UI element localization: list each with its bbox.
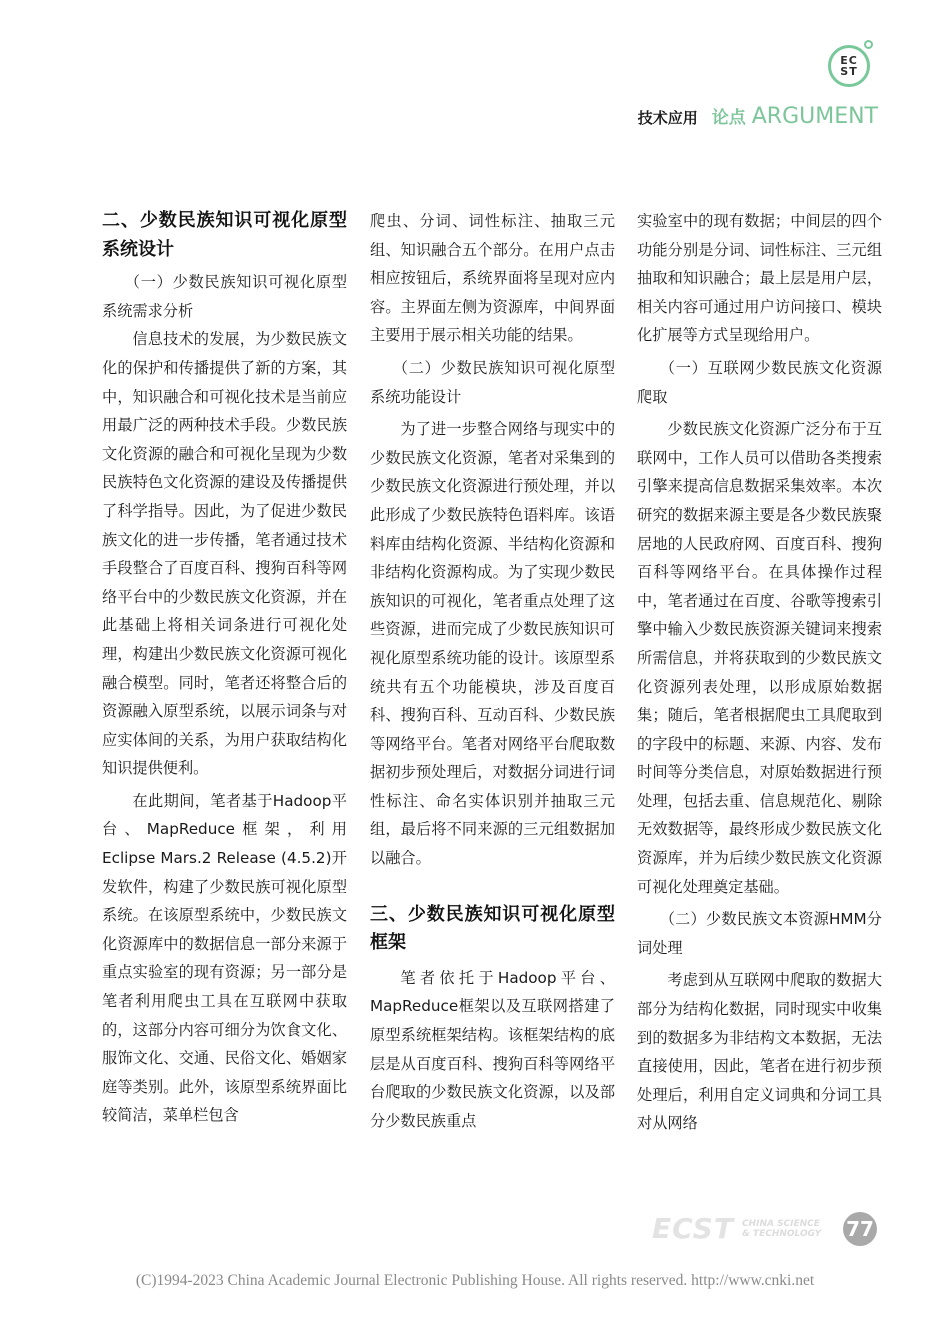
subsection-heading-3-1: （一）互联网少数民族文化资源爬取: [637, 358, 882, 406]
paragraph: 考虑到从互联网中爬取的数据大部分为结构化数据，同时现实中收集到的数据多为非结构文本数据，无法直接使用，因此，笔者在进行初步预处理后，利用自定义词典和分词工具对从网络: [637, 971, 882, 1133]
paragraph-continued: 实验室中的现有数据；中间层的四个功能分别是分词、词性标注、三元组抽取和知识融合；最上层是用户层，相关内容可通过用户访问接口、模块化扩展等方式呈现给用户。: [637, 212, 882, 345]
column-label: [712, 103, 878, 129]
text-column-1: [102, 207, 347, 1130]
footer-brand-sub1: CHINA SCIENCE: [741, 1218, 820, 1229]
subsection-heading-1: （一）少数民族知识可视化原型系统需求分析: [102, 273, 347, 320]
column-label-cn: 论点: [711, 108, 746, 128]
paragraph: 信息技术的发展，为少数民族文化的保护和传播提供了新的方案，其中，知识融合和可视化技术是当前应用最广泛的两种技术手段。少数民族文化资源的融合和可视化呈现为少数民族特色文化资源的建设及传播提供了科学指导。因此，为了促进少数民族文化的进一步传播，笔者通过技术手段整合了百度百科、搜狗百科等网络平台中的少数民族文化资源，并在此基础上将相关词条进行可视化处理，构建出少数民族文化资源可视化融合模型。同时，笔者还将整合后的资源融入原型系统，以展示词条与对应实体间的关系，为用户获取结构化知识提供便利。: [102, 330, 347, 778]
page-header: [638, 103, 878, 131]
paragraph: 笔者依托于Hadoop平台、MapReduce框架以及互联网搭建了原型系统框架结构。该框架结构的底层是从百度百科、搜狗百科等网络平台爬取的少数民族文化资源，以及部分少数民族重点: [370, 968, 615, 1130]
paragraph: 少数民族文化资源广泛分布于互联网中，工作人员可以借助各类搜索引擎来提高信息数据采集效率。本次研究的数据来源主要是各少数民族聚居地的人民政府网、百度百科、搜狗百科等网络平台。在具体操作过程中，笔者通过在百度、谷歌等搜索引擎中输入少数民族资源关键词来搜索所需信息，并将获取到的少数民族文化资源列表处理，以形成原始数据集；随后，笔者根据爬虫工具爬取到的字段中的标题、来源、内容、发布时间等分类信息，对原始数据进行预处理，包括去重、信息规范化、剔除无效数据等，最终形成少数民族文化资源库，并为后续少数民族文化资源可视化处理奠定基础。: [637, 420, 882, 896]
footer-brand-sub2: & TECHNOLOGY: [741, 1228, 822, 1239]
subsection-heading-3-2: （二）少数民族文本资源HMM分词处理: [637, 910, 882, 957]
paragraph: 在此期间，笔者基于Hadoop平台、MapReduce框架，利用Eclipse Mars.2 Release (4.5.2)开发软件，构建了少数民族可视化原型系统。在该原型系统中，少数民族文化资源库中的数据信息一部分来源于重点实验室的现有资源；另一部分是笔者利用爬虫工具在互联网中获取的，这部分内容可细分为饮食文化、服饰文化、交通、民俗文化、婚姻家庭等类别。此外，该原型系统界面比较简洁，菜单栏包含: [102, 791, 347, 1125]
footer-brand: [652, 1212, 821, 1245]
copyright-line: (C)1994-2023 China Academic Journal Electronic Publishing House. All rights reserved. http://www.cnki.net: [135, 1272, 815, 1289]
text-column-2: [370, 207, 615, 1135]
section-heading-3: 三、少数民族知识可视化原型框架: [370, 903, 615, 954]
subsection-heading-2: （二）少数民族知识可视化原型系统功能设计: [370, 358, 615, 406]
journal-logo: [828, 45, 870, 87]
paragraph-continued: 爬虫、分词、词性标注、抽取三元组、知识融合五个部分。在用户点击相应按钮后，系统界面将呈现对应内容。主界面左侧为资源库，中间界面主要用于展示相关功能的结果。: [370, 212, 615, 345]
logo-line2: ST: [840, 65, 858, 78]
paragraph: 为了进一步整合网络与现实中的少数民族文化资源，笔者对采集到的少数民族文化资源进行预处理，并以此形成了少数民族特色语料库。该语料库由结构化资源、半结构化资源和非结构化资源构成。为了实现少数民族知识的可视化，笔者重点处理了这些资源，进而完成了少数民族知识可视化原型系统功能的设计。该原型系统共有五个功能模块，涉及百度百科、搜狗百科、互动百科、少数民族等网络平台。笔者对网络平台爬取数据初步预处理后，对数据分词进行词性标注、命名实体识别并抽取三元组，最后将不同来源的三元组数据加以融合。: [370, 420, 615, 868]
footer-brand-subtitle: [742, 1219, 821, 1239]
section-heading-2: 二、少数民族知识可视化原型系统设计: [102, 210, 347, 260]
logo-line1: EC: [840, 54, 858, 67]
column-label-en: ARGUMENT: [751, 104, 878, 129]
text-column-3: [637, 207, 882, 1138]
section-label: 技术应用: [637, 109, 698, 127]
page-number: 77: [843, 1212, 877, 1246]
logo-dot-icon: [864, 40, 873, 49]
footer-brand-logo: ECST: [652, 1212, 734, 1245]
